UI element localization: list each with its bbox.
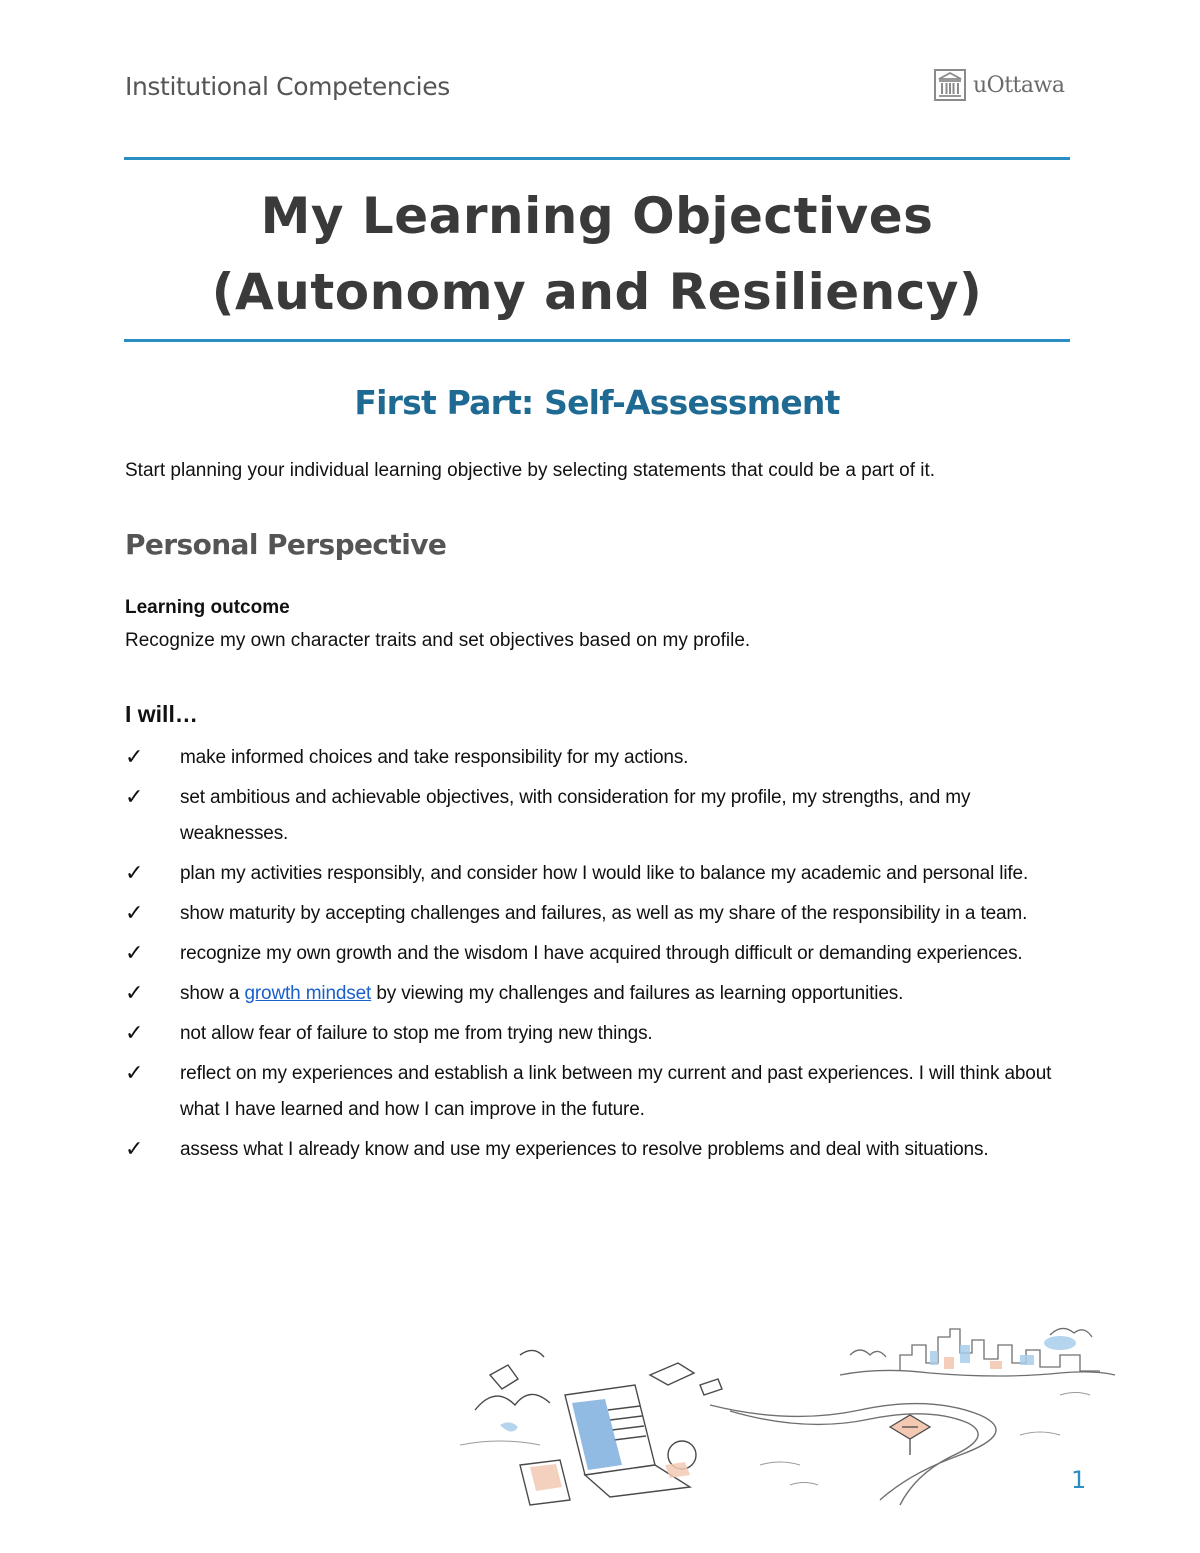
checklist-item-text — [180, 983, 903, 1004]
checklist-item[interactable] — [125, 1016, 1075, 1052]
checklist-item-text: reflect on my experiences and establish a link between my current and past experiences. I will think about what I have learned and how I can improve in the future. — [180, 1063, 1052, 1120]
checklist-item[interactable] — [125, 780, 1075, 852]
checklist-item[interactable] — [125, 936, 1075, 972]
checklist-item[interactable] — [125, 976, 1075, 1012]
title-rule-bottom — [124, 339, 1070, 342]
checklist-item[interactable] — [125, 1132, 1075, 1168]
learning-outcome-text: Recognize my own character traits and set objectives based on my profile. — [125, 630, 751, 651]
checkmark-icon: ✓ — [125, 1137, 144, 1162]
checklist-item-text: make informed choices and take responsibility for my actions. — [180, 747, 689, 768]
checkmark-icon: ✓ — [125, 785, 144, 810]
checklist-item-text: plan my activities responsibly, and consider how I would like to balance my academic and personal life. — [180, 863, 1029, 884]
learning-outcome-heading: Learning outcome — [125, 597, 290, 618]
checklist-item-text-after: by viewing my challenges and failures as learning opportunities. — [371, 983, 904, 1004]
university-building-icon — [933, 68, 967, 102]
page-title-line-1: My Learning Objectives — [260, 187, 934, 245]
checklist-item-text-before: show a — [180, 983, 245, 1004]
campus-city-road-illustration — [460, 1315, 1125, 1510]
page-number: 1 — [1071, 1466, 1087, 1494]
checkmark-icon: ✓ — [125, 941, 144, 966]
checkmark-icon: ✓ — [125, 861, 144, 886]
section-title: First Part: Self-Assessment — [354, 383, 840, 422]
checklist-item-text: not allow fear of failure to stop me from trying new things. — [180, 1023, 653, 1044]
perspective-title: Personal Perspective — [125, 528, 447, 561]
uottawa-logo — [933, 68, 1064, 102]
checkmark-icon: ✓ — [125, 981, 144, 1006]
checkmark-icon: ✓ — [125, 1021, 144, 1046]
section-intro: Start planning your individual learning objective by selecting statements that could be a part of it. — [125, 460, 936, 481]
checklist-item[interactable] — [125, 1056, 1075, 1128]
growth-mindset-link[interactable]: growth mindset — [244, 983, 372, 1004]
checkmark-icon: ✓ — [125, 1061, 144, 1086]
objectives-checklist — [125, 740, 1075, 1172]
checklist-item-text: set ambitious and achievable objectives, with consideration for my profile, my strengths, and my weaknesses. — [180, 787, 971, 844]
page-title — [124, 178, 1070, 330]
title-rule-top — [124, 157, 1070, 160]
page-title-line-2: (Autonomy and Resiliency) — [211, 263, 983, 321]
checklist-item-text: assess what I already know and use my experiences to resolve problems and deal with situations. — [180, 1139, 989, 1160]
header-label: Institutional Competencies — [125, 72, 450, 101]
checkmark-icon: ✓ — [125, 901, 144, 926]
logo-text: uOttawa — [973, 72, 1065, 98]
checklist-heading: I will… — [125, 701, 198, 727]
checklist-item-text: recognize my own growth and the wisdom I have acquired through difficult or demanding experiences. — [180, 943, 1023, 964]
checklist-item-text: show maturity by accepting challenges and failures, as well as my share of the responsibility in a team. — [180, 903, 1028, 924]
checklist-item[interactable] — [125, 896, 1075, 932]
checkmark-icon: ✓ — [125, 745, 144, 770]
checklist-item[interactable] — [125, 740, 1075, 776]
checklist-item[interactable] — [125, 856, 1075, 892]
